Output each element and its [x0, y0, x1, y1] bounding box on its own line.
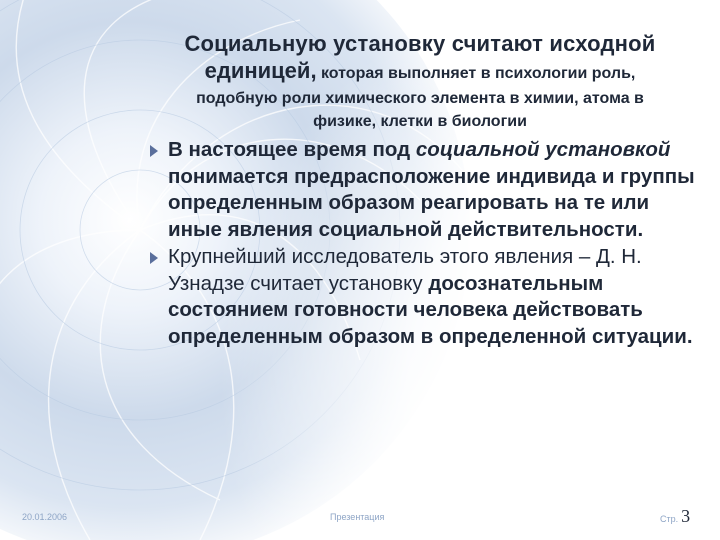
bullet-item-1 [146, 137, 706, 243]
title-emphasis: единицей, [204, 58, 317, 83]
title-line-2-rest: которая выполняет в психологии роль, [316, 65, 636, 82]
bullet-1-term: социальной установкой [415, 138, 671, 161]
title-line-3: подобную роли химического элемента в химии, атома в [196, 90, 644, 107]
page-indicator [660, 506, 690, 527]
bullet-arrow-icon [150, 145, 158, 157]
footer-date: 20.01.2006 [22, 512, 68, 522]
title-line-1: Социальную установку считают исходной [184, 31, 656, 56]
footer-presentation-label: Презентация [330, 512, 385, 522]
bullet-1-text-a: В настоящее время под [168, 138, 416, 161]
bullet-2-definition: досознательным состоянием готовности человека действовать определенным образом в определенной ситуации. [168, 271, 693, 348]
bullet-2-text-a: Крупнейший исследователь этого явления – Д. Н. Узнадзе считает установку [168, 245, 642, 295]
bullet-item-2 [146, 244, 706, 350]
bullet-arrow-icon [150, 252, 158, 264]
page-number: 3 [681, 506, 691, 526]
slide-title [150, 30, 690, 133]
title-line-2 [150, 58, 690, 87]
title-line-4: физике, клетки в биологии [313, 113, 527, 130]
bullet-1-text-b: понимается предрасположение индивида и группы определенным образом реагировать на те или иные явления социальной действительности. [168, 164, 695, 241]
page-label: Стр. [660, 514, 679, 524]
bullet-list [146, 137, 706, 351]
